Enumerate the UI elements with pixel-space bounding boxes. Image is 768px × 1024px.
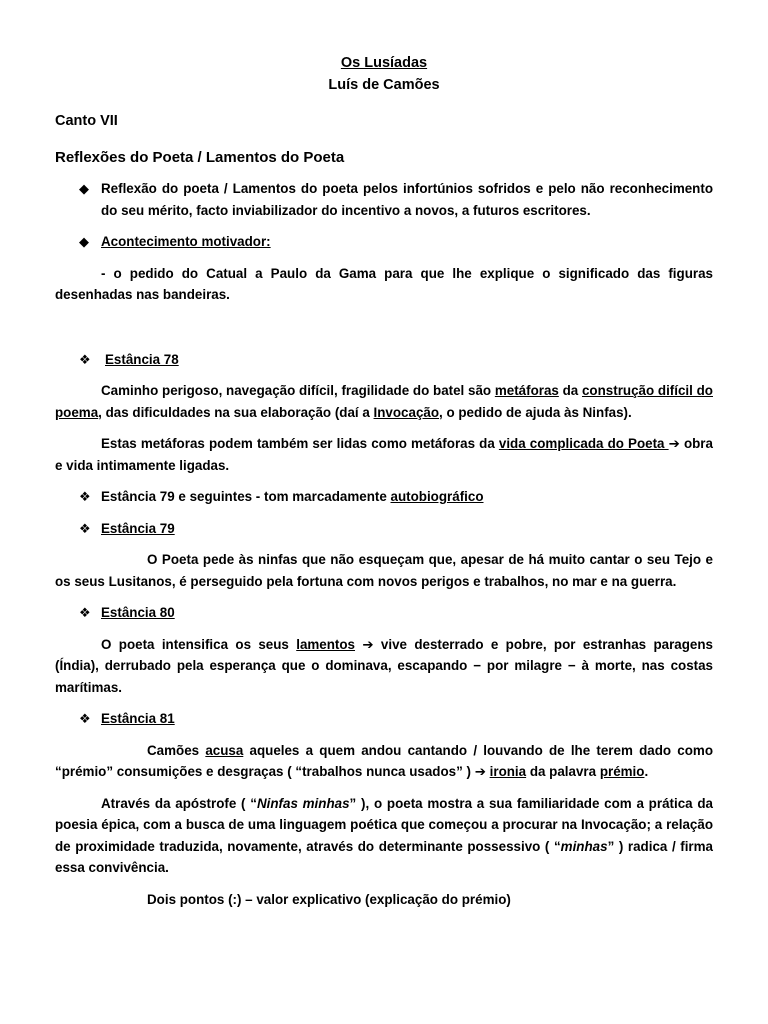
text-run: ➔ vive desterrado e pobre, por estranhas paragens (Índia), derrubado pela esperança que o dominava, escapando − por milagre − à morte, nas costas marítimas. [55, 636, 713, 695]
section-title: Reflexões do Poeta / Lamentos do Poeta [55, 148, 345, 166]
text-run: Estância 79 e seguintes - tom marcadamente [101, 489, 391, 504]
text-run: , o pedido de ajuda às Ninfas). [439, 404, 632, 420]
estancia-81-paragraph-1 [55, 740, 713, 783]
estancia-label: Estância 81 [101, 711, 175, 726]
text-run: Através da apóstrofe ( “ [101, 795, 257, 811]
text-run: ” ), o poeta mostra a sua familiaridade com a prática da poesia épica, com a busca de uma linguagem poética que começou a procurar na Invocação; a relação de proximidade traduzida, novamente, através do determinante possessivo ( “ [55, 795, 713, 854]
bullet-text: Reflexão do poeta / Lamentos do poeta pelos infortúnios sofridos e pelo não reconhecimento do seu mérito, facto inviabilizador do incentivo a novos, a futuros escritores. [101, 181, 713, 218]
text-run: acusa [205, 742, 244, 758]
estancia-label: Estância 78 [105, 351, 179, 367]
text-run: Camões [147, 742, 206, 758]
estancia-80-heading [55, 602, 713, 624]
arrow-right-icon: ➔ [668, 436, 680, 451]
text-run: obra e vida intimamente ligadas. [55, 436, 713, 473]
estancia-81-paragraph-3: Dois pontos (:) – valor explicativo (explicação do prémio) [147, 891, 511, 907]
star-bullet-icon: ❖ [79, 351, 91, 367]
star-bullet-icon: ❖ [79, 605, 91, 620]
estancia-81-heading [55, 708, 713, 730]
text-run: ironia [489, 764, 527, 779]
text-run: lamentos [296, 636, 356, 652]
text-run: vida complicada do Poeta [498, 436, 669, 451]
estancia-79-heading [55, 518, 713, 540]
estancia-79-seguintes-heading [55, 486, 713, 508]
star-bullet-icon: ❖ [79, 520, 91, 536]
text-run: . [644, 764, 649, 779]
star-bullet-icon: ❖ [79, 489, 91, 504]
bullet-acontecimento [55, 231, 713, 253]
estancia-label: Estância 80 [101, 605, 175, 620]
document-page [55, 52, 713, 910]
text-run: da palavra [526, 764, 600, 779]
text-run: autobiográfico [390, 489, 484, 504]
text-run: construção difícil do poema [55, 383, 713, 420]
text-run: ” ) radica / firma essa convivência. [55, 838, 713, 875]
text-run: Caminho perigoso, navegação difícil, fragilidade do batel são [101, 383, 495, 398]
bullet-reflexao [55, 178, 713, 221]
motivador-paragraph: - o pedido do Catual a Paulo da Gama para que lhe explique o significado das figuras desenhadas nas bandeiras. [55, 265, 713, 302]
canto-heading: Canto VII [55, 113, 118, 129]
estancia-78-paragraph-2 [55, 433, 713, 476]
diamond-bullet-icon: ◆ [79, 234, 89, 249]
bullet-heading: Acontecimento motivador: [101, 234, 271, 249]
estancia-78-paragraph-1 [55, 380, 713, 423]
document-author: Luís de Camões [328, 77, 440, 93]
text-run: metáforas [494, 383, 559, 398]
estancia-81-paragraph-2 [55, 793, 713, 879]
estancia-80-paragraph [55, 634, 713, 699]
document-title: Os Lusíadas [340, 55, 428, 71]
estancia-79-paragraph: O Poeta pede às ninfas que não esqueçam que, apesar de há muito cantar o seu Tejo e os seus Lusitanos, é perseguido pela fortuna com novos perigos e trabalhos, no mar e na guerra. [55, 552, 713, 589]
text-run: Invocação [373, 404, 440, 420]
text-run: minhas [560, 838, 608, 854]
text-run: prémio [599, 764, 645, 779]
star-bullet-icon: ❖ [79, 711, 91, 726]
text-run: Ninfas minhas [256, 795, 350, 811]
diamond-bullet-icon: ◆ [79, 181, 89, 196]
text-run: , das dificuldades na sua elaboração (daí a [98, 404, 374, 420]
estancia-78-heading [55, 349, 713, 371]
text-run: Estas metáforas podem também ser lidas como metáforas da [101, 436, 499, 451]
text-run: da [558, 383, 582, 398]
estancia-label: Estância 79 [101, 520, 175, 536]
text-run: aqueles a quem andou cantando / louvando de lhe terem dado como “prémio” consumições e desgraças ( “trabalhos nunca usados” ) ➔ [55, 742, 714, 779]
text-run: O poeta intensifica os seus [101, 636, 297, 652]
